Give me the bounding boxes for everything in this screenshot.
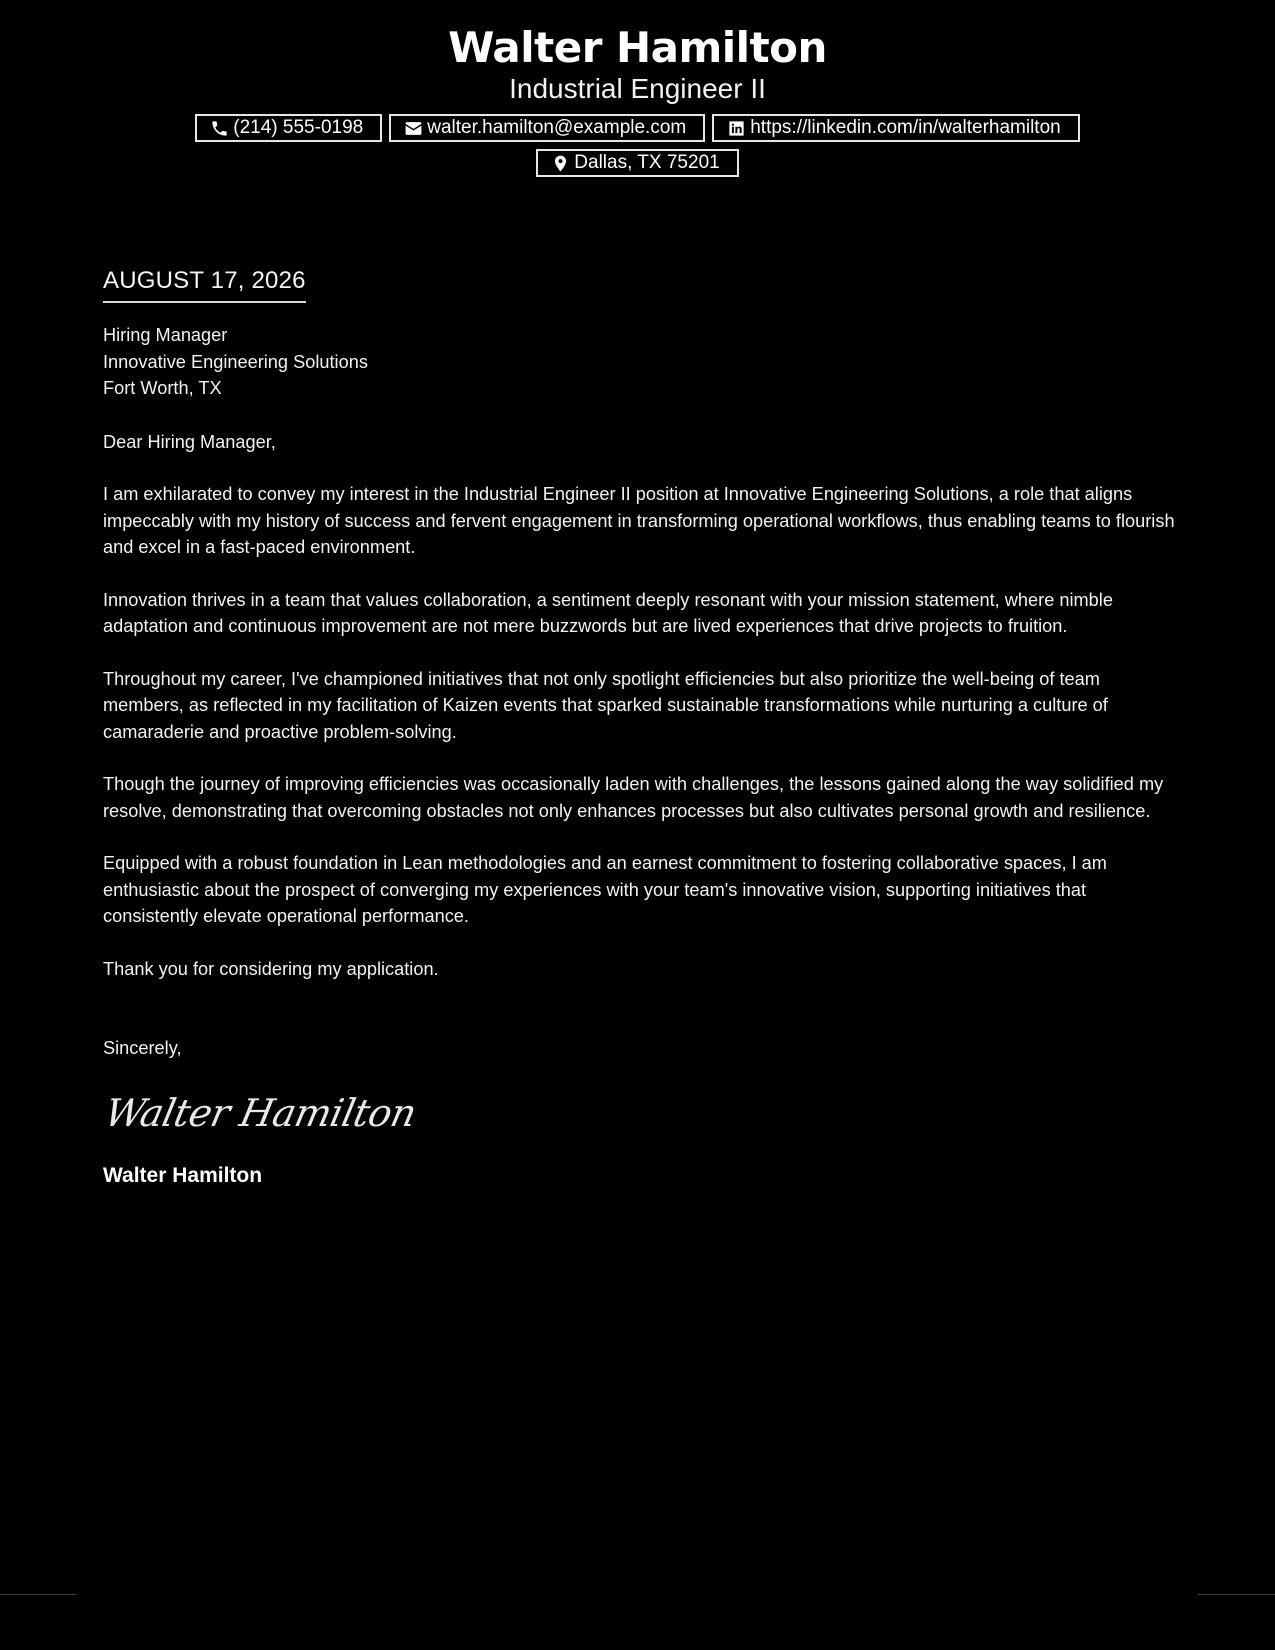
email-text: walter.hamilton@example.com (427, 117, 687, 138)
recipient-block (103, 322, 1178, 402)
closing: Sincerely, (103, 1038, 182, 1058)
recipient-line: Fort Worth, TX (103, 378, 222, 398)
letter-body (100, 266, 1178, 1189)
signer-name: Walter Hamilton (103, 1163, 263, 1187)
body-paragraph: Thank you for considering my application. (103, 958, 439, 979)
signature-graphic (100, 1088, 420, 1138)
location-chip (536, 149, 738, 177)
location-text: Dallas, TX 75201 (574, 152, 720, 173)
phone-chip[interactable] (195, 114, 382, 142)
body-paragraph: I am exhilarated to convey my interest in the Industrial Engineer II position at Innovative Engineering Solutions, a role that aligns impeccably with my history of success and fervent engagement in transforming operational workflows, thus enabling teams to flourish and excel in a fast-paced environment. (103, 484, 1175, 557)
applicant-job-title: Industrial Engineer II (509, 73, 766, 104)
recipient-line: Innovative Engineering Solutions (103, 351, 368, 372)
body-paragraph: Equipped with a robust foundation in Lean methodologies and an earnest commitment to fostering collaborative spaces, I am enthusiastic about the prospect of converging my experiences with your team's innovative vision, supporting initiatives that consistently elevate operational performance. (103, 853, 1107, 926)
handwritten-signature (100, 1088, 1178, 1138)
letter-header (0, 22, 1275, 177)
body-paragraph: Though the journey of improving efficiencies was occasionally laden with challenges, the lessons gained along the way solidified my resolve, demonstrating that overcoming obstacles not only enhances processes but also cultivates personal growth and resilience. (103, 774, 1164, 821)
salutation: Dear Hiring Manager, (103, 431, 276, 452)
signature-text: Walter Hamilton (100, 1090, 420, 1136)
envelope-icon (404, 119, 423, 138)
recipient-line: Hiring Manager (103, 325, 228, 345)
linkedin-text: https://linkedin.com/in/walterhamilton (750, 117, 1061, 138)
contact-row-secondary (0, 149, 1275, 177)
footer-rule-left (0, 1594, 77, 1595)
map-pin-icon (551, 154, 570, 173)
body-paragraph: Throughout my career, I've championed initiatives that not only spotlight efficiencies but also prioritize the well-being of team members, as reflected in my facilitation of Kaizen events that sparked sustainable transformations while nurturing a culture of camaraderie and proactive problem-solving. (103, 668, 1108, 742)
linkedin-icon (727, 119, 746, 138)
linkedin-chip[interactable] (712, 114, 1079, 142)
phone-icon (210, 119, 229, 138)
email-chip[interactable] (389, 114, 705, 142)
phone-text: (214) 555-0198 (233, 117, 364, 138)
letter-date: AUGUST 17, 2026 (103, 266, 306, 303)
footer-rule-right (1198, 1594, 1275, 1595)
applicant-name: Walter Hamilton (448, 23, 827, 72)
contact-row-primary (0, 114, 1275, 142)
body-paragraph: Innovation thrives in a team that values collaboration, a sentiment deeply resonant with your mission statement, where nimble adaptation and continuous improvement are not mere buzzwords but are lived experiences that drive projects to fruition. (103, 589, 1113, 636)
